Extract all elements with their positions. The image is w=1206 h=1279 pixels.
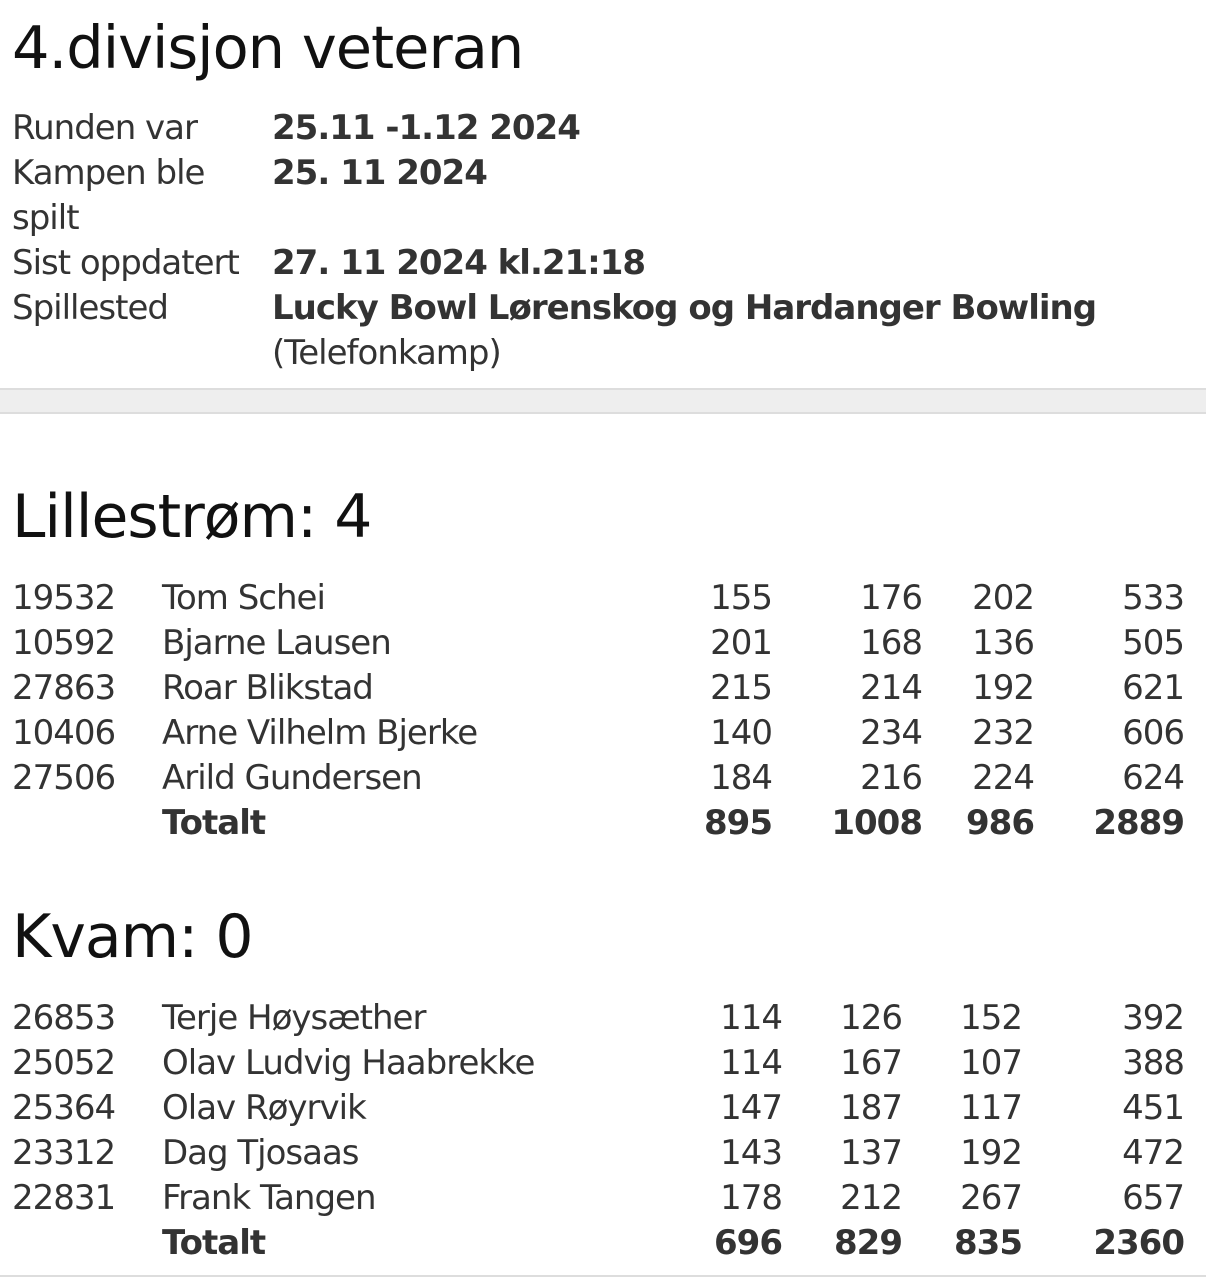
- venue-label: Spillested: [12, 288, 168, 328]
- played-label: [12, 151, 272, 241]
- table-row: [12, 1041, 1184, 1086]
- game-3-total: 986: [966, 803, 1034, 843]
- game-2-score: 234: [860, 713, 922, 753]
- table-row: [12, 621, 1184, 666]
- player-id: 25052: [12, 1043, 116, 1083]
- player-name: Terje Høysæther: [162, 998, 426, 1038]
- player-total: 451: [1122, 1088, 1184, 1128]
- game-3-score: 152: [960, 998, 1022, 1038]
- game-2-score: 214: [860, 668, 922, 708]
- table-row: [12, 666, 1184, 711]
- game-1-score: 114: [720, 998, 782, 1038]
- updated-label: Sist oppdatert: [12, 243, 239, 283]
- game-3-score: 192: [972, 668, 1034, 708]
- game-1-score: 184: [710, 758, 772, 798]
- team-heading-home: Lillestrøm: 4: [12, 482, 372, 552]
- grand-total: 2889: [1093, 803, 1184, 843]
- table-row: [12, 1176, 1184, 1221]
- round-label: Runden var: [12, 108, 197, 148]
- player-name: Olav Ludvig Haabrekke: [162, 1043, 535, 1083]
- game-2-score: 212: [840, 1178, 902, 1218]
- totals-spacer: [12, 1221, 162, 1266]
- grand-total: 2360: [1093, 1223, 1184, 1263]
- game-1-score: 155: [710, 578, 772, 618]
- game-1-score: 178: [720, 1178, 782, 1218]
- game-3-score: 267: [960, 1178, 1022, 1218]
- page-title: 4.divisjon veteran: [12, 13, 524, 82]
- game-3-score: 192: [960, 1133, 1022, 1173]
- player-total: 624: [1122, 758, 1184, 798]
- game-1-score: 143: [720, 1133, 782, 1173]
- game-3-score: 107: [960, 1043, 1022, 1083]
- player-id: 27506: [12, 758, 116, 798]
- round-row: [12, 106, 1192, 151]
- table-row: [12, 1086, 1184, 1131]
- played-label-line-2: spilt: [12, 198, 79, 238]
- player-id: 27863: [12, 668, 116, 708]
- player-id: 23312: [12, 1133, 116, 1173]
- totals-label: Totalt: [162, 1223, 266, 1263]
- totals-label: Totalt: [162, 803, 266, 843]
- player-id: 10592: [12, 623, 116, 663]
- table-row: [12, 756, 1184, 801]
- player-total: 388: [1122, 1043, 1184, 1083]
- team-heading-away: Kvam: 0: [12, 902, 253, 972]
- player-id: 26853: [12, 998, 116, 1038]
- player-total: 606: [1122, 713, 1184, 753]
- bottom-divider: [0, 1275, 1206, 1277]
- game-2-score: 167: [840, 1043, 902, 1083]
- player-total: 505: [1122, 623, 1184, 663]
- game-1-total: 696: [714, 1223, 782, 1263]
- game-2-total: 829: [834, 1223, 902, 1263]
- match-info: [12, 106, 1192, 376]
- played-label-line-1: Kampen ble: [12, 153, 205, 193]
- player-name: Frank Tangen: [162, 1178, 376, 1218]
- player-id: 25364: [12, 1088, 116, 1128]
- game-2-score: 176: [860, 578, 922, 618]
- game-1-total: 895: [704, 803, 772, 843]
- game-1-score: 201: [710, 623, 772, 663]
- player-id: 19532: [12, 578, 116, 618]
- game-1-score: 114: [720, 1043, 782, 1083]
- player-name: Roar Blikstad: [162, 668, 373, 708]
- table-row: [12, 1131, 1184, 1176]
- game-1-score: 215: [710, 668, 772, 708]
- game-1-score: 147: [720, 1088, 782, 1128]
- player-total: 472: [1122, 1133, 1184, 1173]
- game-3-total: 835: [954, 1223, 1022, 1263]
- updated-row: [12, 241, 1192, 286]
- player-total: 533: [1122, 578, 1184, 618]
- game-3-score: 224: [972, 758, 1034, 798]
- totals-row: [12, 1221, 1184, 1266]
- venue-value: [272, 286, 1096, 376]
- game-2-score: 187: [840, 1088, 902, 1128]
- venue-row: [12, 286, 1192, 376]
- player-name: Olav Røyrvik: [162, 1088, 366, 1128]
- player-name: Arne Vilhelm Bjerke: [162, 713, 478, 753]
- player-name: Dag Tjosaas: [162, 1133, 359, 1173]
- totals-spacer: [12, 801, 162, 846]
- player-total: 621: [1122, 668, 1184, 708]
- table-row: [12, 576, 1184, 621]
- venue-note: (Telefonkamp): [272, 333, 501, 373]
- totals-row: [12, 801, 1184, 846]
- updated-value: 27. 11 2024 kl.21:18: [272, 243, 646, 283]
- game-3-score: 232: [972, 713, 1034, 753]
- player-name: Tom Schei: [162, 578, 325, 618]
- score-table-home: [12, 576, 1184, 846]
- player-name: Bjarne Lausen: [162, 623, 391, 663]
- section-divider: [0, 388, 1206, 414]
- game-2-score: 168: [860, 623, 922, 663]
- table-row: [12, 711, 1184, 756]
- game-3-score: 202: [972, 578, 1034, 618]
- player-total: 657: [1122, 1178, 1184, 1218]
- score-table-away: [12, 996, 1184, 1266]
- game-3-score: 117: [960, 1088, 1022, 1128]
- table-row: [12, 996, 1184, 1041]
- venue-name: Lucky Bowl Lørenskog og Hardanger Bowling: [272, 288, 1097, 328]
- played-row: [12, 151, 1192, 241]
- round-value: 25.11 -1.12 2024: [272, 108, 580, 148]
- player-name: Arild Gundersen: [162, 758, 422, 798]
- played-value: 25. 11 2024: [272, 153, 487, 193]
- game-2-score: 126: [840, 998, 902, 1038]
- player-id: 10406: [12, 713, 116, 753]
- game-2-score: 137: [840, 1133, 902, 1173]
- game-1-score: 140: [710, 713, 772, 753]
- player-total: 392: [1122, 998, 1184, 1038]
- player-id: 22831: [12, 1178, 116, 1218]
- game-2-total: 1008: [831, 803, 922, 843]
- game-3-score: 136: [972, 623, 1034, 663]
- game-2-score: 216: [860, 758, 922, 798]
